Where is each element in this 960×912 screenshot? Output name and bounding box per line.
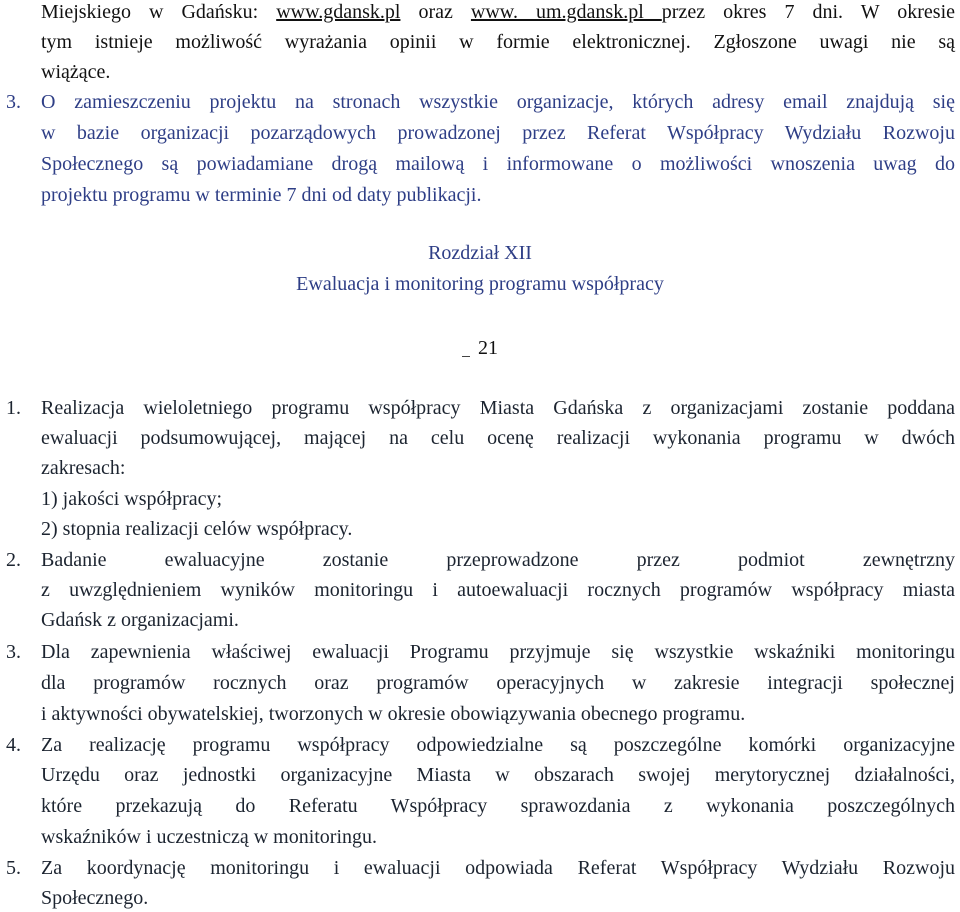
text-line: zakresach: xyxy=(41,457,126,479)
text-line: Realizacja wieloletniego programu współpracy Miasta Gdańska z organizacjami zostanie poddana xyxy=(41,397,955,419)
chapter-title: Ewaluacja i monitoring programu współpracy xyxy=(296,273,664,295)
link-um-gdansk[interactable]: www. um.gdansk.pl xyxy=(470,1,662,23)
text-line: wiążące. xyxy=(41,61,111,83)
text-line: Za koordynację monitoringu i ewaluacji odpowiada Referat Współpracy Wydziału Rozwoju xyxy=(41,857,955,879)
link-gdansk[interactable]: www.gdansk.pl xyxy=(276,1,401,23)
text-line: Społecznego są powiadamiane drogą mailową i informowane o możliwości wnoszenia uwag do xyxy=(41,153,955,175)
text-span: przez okres 7 dni. W okresie xyxy=(661,1,956,23)
text-line: dla programów rocznych oraz programów operacyjnych w zakresie integracji społecznej xyxy=(41,672,955,694)
text-line: Urzędu oraz jednostki organizacyjne Miasta w obszarach swojej merytorycznej działalności, xyxy=(41,764,955,786)
sub-list-item: 2) stopnia realizacji celów współpracy. xyxy=(41,518,353,540)
text-line: w bazie organizacji pozarządowych prowadzonej przez Referat Współpracy Wydziału Rozwoju xyxy=(41,122,955,144)
text-line: ewaluacji podsumowującej, mającej na celu ocenę realizacji wykonania programu w dwóch xyxy=(41,427,955,449)
text-line: które przekazują do Referatu Współpracy sprawozdania z wykonania poszczególnych xyxy=(41,795,955,817)
text-span: oraz xyxy=(400,1,471,23)
text-line: O zamieszczeniu projektu na stronach wszystkie organizacje, których adresy email znajdują się xyxy=(41,91,955,113)
text-span: Miejskiego w Gdańsku: xyxy=(41,1,277,23)
text-line: Badanie ewaluacyjne zostanie przeprowadzone przez podmiot zewnętrzny xyxy=(41,549,955,571)
list-number: 1. xyxy=(6,397,21,419)
page-number-mark xyxy=(462,356,470,357)
text-line xyxy=(41,0,955,24)
text-line: Dla zapewnienia właściwej ewaluacji Programu przyjmuje się wszystkie wskaźniki monitoringu xyxy=(41,641,955,663)
list-number: 5. xyxy=(6,857,21,879)
text-line: tym istnieje możliwość wyrażania opinii w formie elektronicznej. Zgłoszone uwagi nie są xyxy=(41,31,955,53)
page-number: 21 xyxy=(478,337,498,359)
list-number: 3. xyxy=(6,641,21,663)
text-line: Gdańsk z organizacjami. xyxy=(41,609,239,631)
list-number: 3. xyxy=(6,91,21,113)
sub-list-item: 1) jakości współpracy; xyxy=(41,488,223,510)
text-line: Społecznego. xyxy=(41,887,149,909)
text-line: i aktywności obywatelskiej, tworzonych w okresie obowiązywania obecnego programu. xyxy=(41,703,746,725)
text-line: Za realizację programu współpracy odpowiedzialne są poszczególne komórki organizacyjne xyxy=(41,734,955,756)
list-number: 2. xyxy=(6,549,21,571)
text-line: projektu programu w terminie 7 dni od daty publikacji. xyxy=(41,184,482,206)
list-number: 4. xyxy=(6,734,21,756)
text-line: z uwzględnieniem wyników monitoringu i autoewaluacji rocznych programów współpracy miasta xyxy=(41,579,955,601)
chapter-number: Rozdział XII xyxy=(428,242,532,264)
text-line: wskaźników i uczestniczą w monitoringu. xyxy=(41,826,378,848)
